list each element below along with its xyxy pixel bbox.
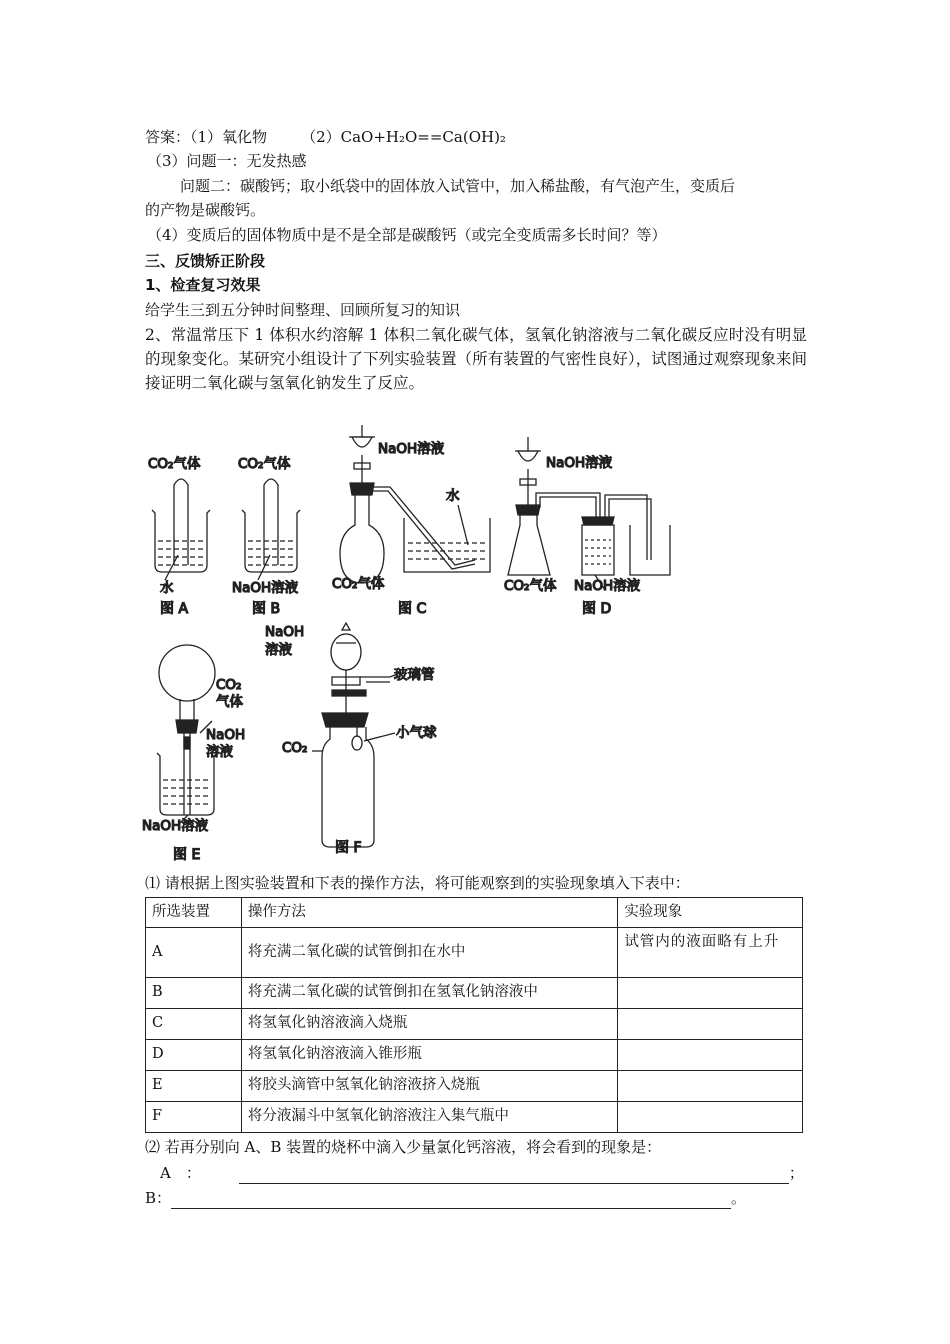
results-table bbox=[145, 897, 803, 1133]
fig-f-balloon-label: 小气球 bbox=[396, 725, 437, 741]
figure-e bbox=[142, 645, 245, 863]
experiment-figure bbox=[0, 415, 950, 885]
answer-label: 答案： bbox=[145, 128, 191, 146]
blank-b-end: 。 bbox=[731, 1189, 747, 1207]
subheading-1-text: 给学生三到五分钟时间整理、回顾所复习的知识 bbox=[145, 301, 461, 319]
fig-b-liquid-label: NaOH溶液 bbox=[232, 580, 299, 596]
cell-phenomenon[interactable]: 试管内的液面略有上升 bbox=[618, 928, 803, 978]
table-header: 实验现象 bbox=[618, 898, 803, 928]
cell-device: E bbox=[146, 1071, 242, 1102]
question-part-1: ⑴ 请根据上图实验装置和下表的操作方法，将可能观察到的实验现象填入下表中： bbox=[145, 874, 690, 892]
question-part-2: ⑵ 若再分别向 A、B 装置的烧杯中滴入少量氯化钙溶液，将会看到的现象是： bbox=[145, 1138, 662, 1156]
table-header-row bbox=[146, 898, 803, 928]
cell-device: D bbox=[146, 1040, 242, 1071]
fig-e-drop-label-2: 溶液 bbox=[206, 744, 233, 760]
fig-c-caption: 图 C bbox=[398, 601, 427, 617]
blank-a-label: A ： bbox=[160, 1164, 201, 1182]
table-row bbox=[146, 1102, 803, 1133]
figure-c bbox=[332, 425, 490, 617]
answer-line-1 bbox=[145, 126, 506, 148]
blank-b-input[interactable] bbox=[171, 1192, 731, 1209]
answer-2: （2）CaO+H₂O==Ca(OH)₂ bbox=[301, 128, 506, 146]
table-row bbox=[146, 1040, 803, 1071]
cell-device: C bbox=[146, 1009, 242, 1040]
figure-a bbox=[148, 455, 210, 617]
cell-phenomenon[interactable] bbox=[618, 1040, 803, 1071]
fig-d-gas-label: CO₂气体 bbox=[504, 578, 557, 594]
blank-line-b bbox=[145, 1187, 746, 1209]
blank-a-end: ； bbox=[788, 1164, 804, 1182]
fig-b-gas-label: CO₂气体 bbox=[238, 456, 291, 472]
answer-1: （1）氧化物 bbox=[190, 128, 268, 146]
cell-phenomenon[interactable] bbox=[618, 1009, 803, 1040]
cell-phenomenon[interactable] bbox=[618, 978, 803, 1009]
cell-phenomenon[interactable] bbox=[618, 1071, 803, 1102]
cell-method: 将胶头滴管中氢氧化钠溶液挤入烧瓶 bbox=[241, 1071, 617, 1102]
fig-f-tube-label: 玻璃管 bbox=[394, 667, 435, 683]
fig-a-gas-label: CO₂气体 bbox=[148, 456, 201, 472]
fig-a-caption: 图 A bbox=[160, 601, 189, 617]
table-row bbox=[146, 978, 803, 1009]
fig-f-gas-label: CO₂ bbox=[282, 740, 308, 756]
table-row bbox=[146, 1071, 803, 1102]
blank-b-label: B： bbox=[145, 1189, 172, 1207]
fig-c-water-label: 水 bbox=[446, 488, 460, 504]
answer-3-q2-cont: 的产物是碳酸钙。 bbox=[145, 201, 266, 219]
answer-3-q2: 问题二：碳酸钙；取小纸袋中的固体放入试管中，加入稀盐酸，有气泡产生，变质后 bbox=[180, 177, 736, 195]
cell-device: B bbox=[146, 978, 242, 1009]
question-2-text: 2、常温常压下 1 体积水约溶解 1 体积二氧化碳气体，氢氧化钠溶液与二氧化碳反应时没有明显的现象变化。某研究小组设计了下列实验装置（所有装置的气密性良好），试图通过观察现象来间接证明二氧化碳与氢氧化钠发生了反应。 bbox=[145, 326, 807, 392]
cell-device: F bbox=[146, 1102, 242, 1133]
fig-d-caption: 图 D bbox=[582, 601, 612, 617]
cell-method: 将充满二氧化碳的试管倒扣在水中 bbox=[241, 928, 617, 978]
fig-e-drop-label-1: NaOH bbox=[206, 727, 246, 743]
table-row bbox=[146, 1009, 803, 1040]
cell-phenomenon[interactable] bbox=[618, 1102, 803, 1133]
fig-a-liquid-label: 水 bbox=[160, 580, 174, 596]
fig-e-gas-label-2: 气体 bbox=[216, 694, 243, 710]
section-heading: 三、反馈矫正阶段 bbox=[145, 252, 266, 270]
cell-method: 将充满二氧化碳的试管倒扣在氢氧化钠溶液中 bbox=[241, 978, 617, 1009]
figure-f bbox=[265, 623, 437, 856]
subheading-1: 1、检查复习效果 bbox=[145, 276, 261, 294]
fig-e-gas-label-1: CO₂ bbox=[216, 677, 242, 693]
table-row bbox=[146, 928, 803, 978]
fig-e-caption: 图 E bbox=[173, 847, 201, 863]
cell-device: A bbox=[146, 928, 242, 978]
cell-method: 将分液漏斗中氢氧化钠溶液注入集气瓶中 bbox=[241, 1102, 617, 1133]
fig-e-liquid-label: NaOH溶液 bbox=[142, 818, 209, 834]
answer-4: （4）变质后的固体物质中是不是全部是碳酸钙（或完全变质需多长时间？等） bbox=[147, 226, 667, 244]
figure-d bbox=[504, 437, 670, 617]
table-header: 所选装置 bbox=[146, 898, 242, 928]
cell-method: 将氢氧化钠溶液滴入锥形瓶 bbox=[241, 1040, 617, 1071]
blank-a-input[interactable] bbox=[239, 1167, 789, 1184]
fig-c-funnel-label: NaOH溶液 bbox=[378, 441, 445, 457]
fig-d-liquid-label: NaOH溶液 bbox=[574, 578, 641, 594]
fig-c-gas-label: CO₂气体 bbox=[332, 576, 385, 592]
fig-f-caption: 图 F bbox=[335, 840, 362, 856]
fig-b-caption: 图 B bbox=[252, 601, 281, 617]
fig-f-naoh-label-2: 溶液 bbox=[265, 642, 292, 658]
figure-b bbox=[232, 455, 300, 617]
cell-method: 将氢氧化钠溶液滴入烧瓶 bbox=[241, 1009, 617, 1040]
fig-d-funnel-label: NaOH溶液 bbox=[546, 455, 613, 471]
fig-f-naoh-label-1: NaOH bbox=[265, 624, 305, 640]
blank-line-a bbox=[160, 1162, 804, 1184]
answer-3: （3）问题一：无发热感 bbox=[147, 152, 307, 170]
table-header: 操作方法 bbox=[241, 898, 617, 928]
